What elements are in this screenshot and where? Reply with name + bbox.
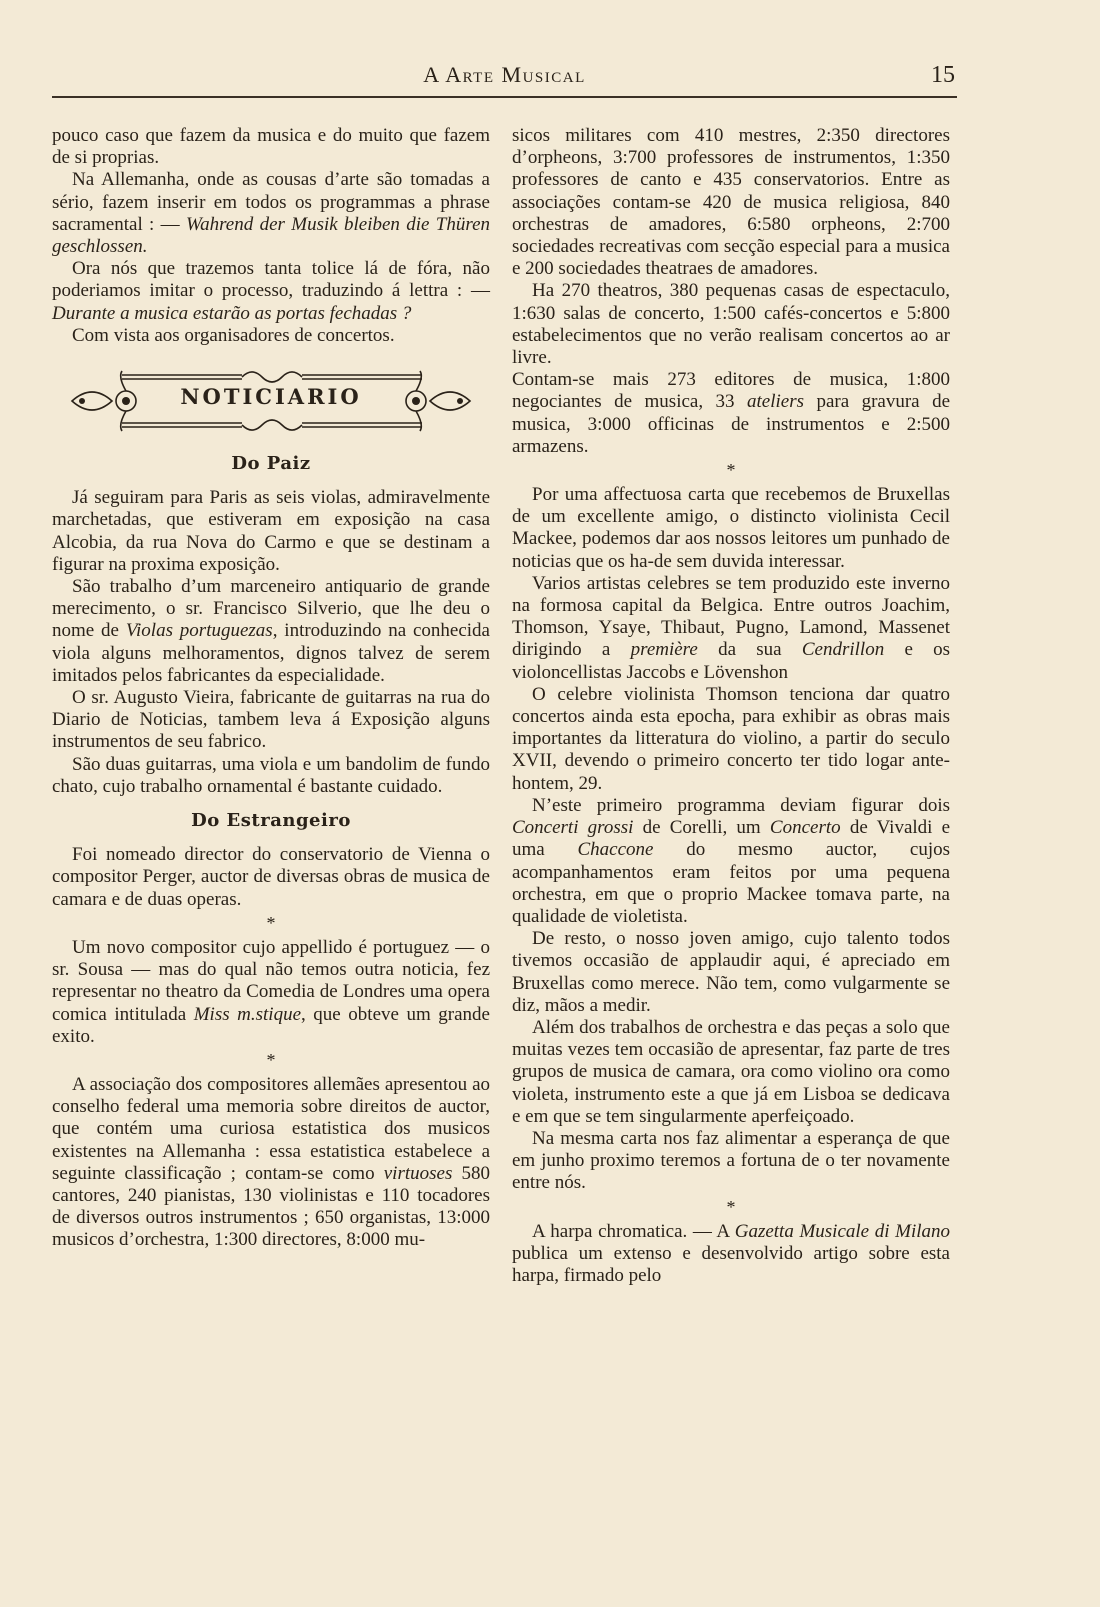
asterisk-divider: * — [726, 460, 736, 481]
paragraph: Na mesma carta nos faz alimentar a esperança de que em junho proximo teremos a fortuna de o ter novamente entre nós. — [512, 1127, 950, 1194]
asterisk-divider: * — [726, 1196, 736, 1217]
page-number: 15 — [931, 62, 955, 88]
italic-text: virtuoses — [383, 1162, 453, 1184]
paragraph: Contam-se mais 273 editores de musica, 1:800 negociantes de musica, 33 ateliers para gravura de musica, 3:000 officinas de instrumentos e 2:500 armazens. — [512, 369, 951, 457]
ornament-title: NOTICIARIO — [180, 384, 362, 410]
paragraph: N’este primeiro programma deviam figurar dois Concerti grossi de Corelli, um Concerto de Vivaldi e uma Chaccone do mesmo auctor, cujos acompanhamentos eram feitos por uma pequena orchestra, em que o proprio Mackee tomava parte, na qualidade de violetista. — [512, 794, 951, 927]
italic-text: Durante a musica estarão as portas fechadas ? — [52, 302, 412, 324]
italic-text: Concerto — [769, 817, 841, 839]
paragraph: São duas guitarras, uma viola e um bandolim de fundo chato, cujo trabalho ornamental é bastante cuidado. — [52, 753, 490, 797]
paragraph: Varios artistas celebres se tem produzido este inverno na formosa capital da Belgica. Entre outros Joachim, Thomson, Ysaye, Thibaut, Pugno, Lamond, Massenet dirigindo a première da sua Cendrillon e os violoncellistas Jaccobs e Lövenshon — [512, 572, 951, 683]
paragraph: O celebre violinista Thomson tenciona dar quatro concertos ainda esta epocha, para exhibir as obras mais importantes da litteratura do violino, a partir do seculo XVII, devendo o primeiro concerto ter tido logar ante-hontem, 29. — [512, 683, 950, 794]
paragraph: pouco caso que fazem da musica e do muito que fazem de si proprias. — [52, 125, 490, 169]
italic-text: Miss m.stique — [193, 1003, 302, 1025]
paragraph: Por uma affectuosa carta que recebemos de Bruxellas de um excellente amigo, o distincto violinista Cecil Mackee, podemos dar aos nossos leitores um punhado de noticias que os ha-de sem duvida interessar. — [512, 484, 950, 572]
paragraph: De resto, o nosso joven amigo, cujo talento todos tivemos occasião de applaudir aqui, é apreciado em Bruxellas como merece. Não tem, como vulgarmente se diz, mãos a medir. — [512, 928, 950, 1016]
paragraph: A harpa chromatica. — A Gazetta Musicale di Milano publica um extenso e desenvolvido artigo sobre esta harpa, firmado pelo — [512, 1220, 951, 1286]
running-title: A Arte Musical — [423, 62, 586, 87]
italic-text: Cendrillon — [801, 639, 885, 661]
italic-text: Violas portuguezas — [125, 620, 273, 642]
left-column — [52, 125, 490, 1252]
paragraph: Foi nomeado director do conservatorio de Vienna o compositor Perger, auctor de diversas obras de musica de camara e de duas operas. — [52, 844, 490, 910]
paragraph: O sr. Augusto Vieira, fabricante de guitarras na rua do Diario de Noticias, tambem leva á Exposição alguns instrumentos de seu fabrico. — [52, 687, 490, 753]
italic-text: Chaccone — [577, 839, 654, 861]
italic-text: première — [630, 639, 698, 661]
paragraph: Com vista aos organisadores de concertos. — [72, 324, 395, 346]
paragraph: Ora nós que trazemos tanta tolice lá de fóra, não poderiamos imitar o processo, traduzindo á lettra : — Durante a musica estarão as portas fechadas ? — [52, 258, 490, 324]
paragraph: Ha 270 theatros, 380 pequenas casas de espectaculo, 1:630 salas de concerto, 1:500 cafés-concertos e 5:800 estabelecimentos que no verão realisam concertos ao ar livre. — [512, 280, 950, 369]
italic-text: Wahrend der Musik bleiben die Thüren geschlossen. — [52, 213, 491, 258]
paragraph: Um novo compositor cujo appellido é portuguez — o sr. Sousa — mas do qual não temos outra noticia, fez representar no theatro da Comedia de Londres uma opera comica intitulada Miss m.stique, que obteve um grande exito. — [52, 936, 490, 1047]
paragraph: São trabalho d’um marceneiro antiquario de grande merecimento, o sr. Francisco Silverio, que lhe deu o nome de Violas portuguezas, introduzindo na conhecida viola alguns melhoramentos, dignos talvez de serem imitados pelos fabricantes da especialidade. — [52, 576, 490, 686]
asterisk-divider: * — [266, 912, 276, 933]
noticiario-ornament — [52, 361, 490, 439]
italic-text: Concerti grossi — [512, 817, 634, 839]
paragraph: Além dos trabalhos de orchestra e das peças a solo que muitas vezes tem occasião de apresentar, faz parte de tres grupos de musica de camara, ora como violino ora como violeta, instrumento este a que já em Lisboa se dedicava e em que se tem singularmente aperfeiçoado. — [512, 1016, 950, 1127]
paragraph: A associação dos compositores allemães apresentou ao conselho federal uma memoria sobre direitos de auctor, que contém uma curiosa estatistica dos musicos existentes na Allemanha : essa estatistica estabelece a seguinte classificação ; contam-se como virtuoses 580 cantores, 240 pianistas, 130 violinistas e 110 tocadores de diversos outros instrumentos ; 650 organistas, 13:000 musicos d’orchestra, 1:300 directores, 8:000 mu- — [52, 1073, 491, 1251]
paragraph: Já seguiram para Paris as seis violas, admiravelmente marchetadas, que estiveram em exposição na casa Alcobia, da rua Nova do Carmo e que se destinam a figurar na proxima exposição. — [52, 487, 490, 575]
paragraph: Na Allemanha, onde as cousas d’arte são tomadas a sério, fazem inserir em todos os programmas a phrase sacramental : — Wahrend der Musik bleiben die Thüren geschlossen. — [52, 169, 491, 258]
section-heading: Do Estrangeiro — [191, 810, 351, 832]
right-column — [512, 125, 950, 1287]
asterisk-divider: * — [266, 1049, 276, 1070]
italic-text: Gazetta Musicale di Milano — [734, 1220, 951, 1242]
section-heading: Do Paiz — [231, 453, 311, 475]
running-header — [52, 56, 957, 98]
paragraph: sicos militares com 410 mestres, 2:350 directores d’orpheons, 3:700 professores de instrumentos, 1:350 professores de canto e 435 conservatorios. Entre as associações contam-se 420 de musica religiosa, 840 orchestras de amadores, 6:580 orpheons, 2:700 sociedades recreativas com secção especial para a musica e 200 sociedades theatraes de amadores. — [512, 125, 950, 280]
italic-text: ateliers — [747, 391, 804, 413]
